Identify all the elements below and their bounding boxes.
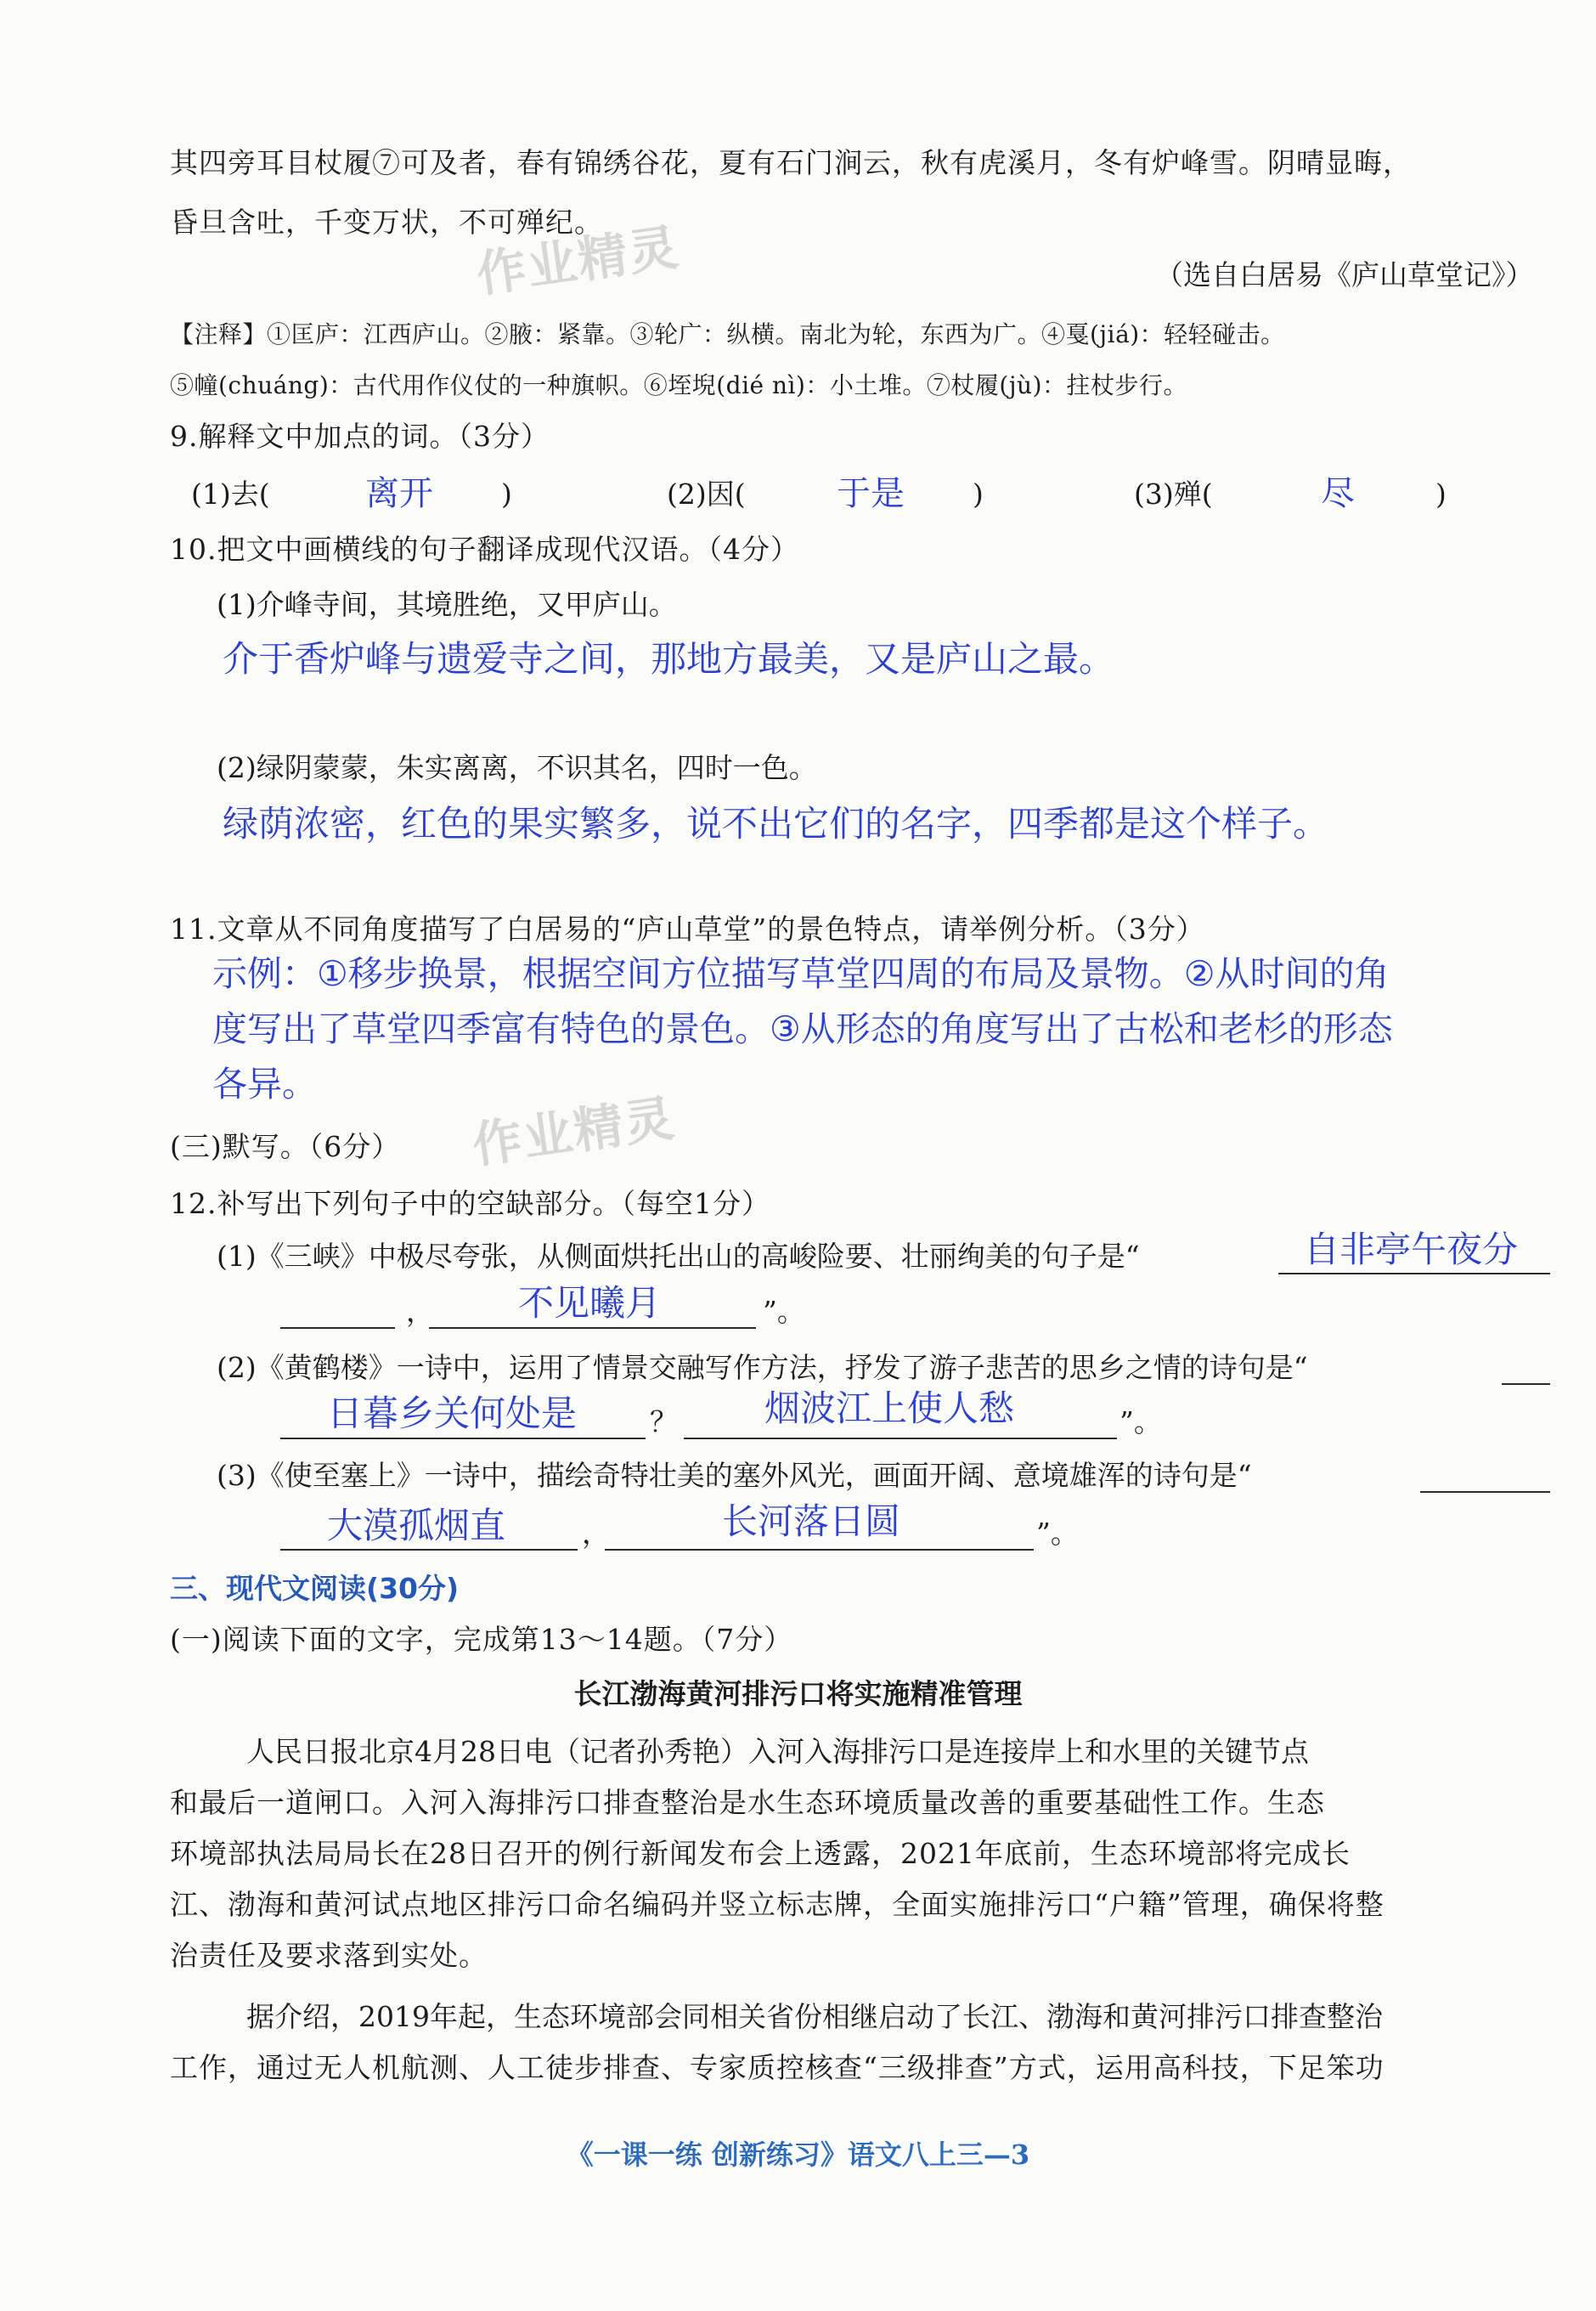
q12-part-2-text: (2)《黄鹤楼》一诗中，运用了情景交融写作方法，抒发了游子悲苦的思乡之情的诗句是“ [217, 1351, 1308, 1384]
q9-item-2-close: ) [973, 477, 984, 511]
article-para-1-line-5: 治责任及要求落到实处。 [170, 1939, 488, 1972]
q12-part-3-blank-1 [1420, 1491, 1550, 1493]
q9-prompt: 9.解释文中加点的词。（3分） [170, 420, 550, 453]
q12-prompt: 12.补写出下列句子中的空缺部分。（每空1分） [170, 1187, 770, 1220]
q9-item-1-close: ) [501, 477, 512, 511]
q12-part-1-blank-1-cont [280, 1327, 395, 1329]
q12-part-2-blank-2 [684, 1438, 1117, 1439]
q11-answer-line-3: 各异。 [212, 1064, 317, 1105]
q12-part-3-answer-1: 大漠孤烟直 [327, 1505, 506, 1546]
article-para-2-line-2: 工作，通过无人机航测、人工徒步排查、专家质控核查“三级排查”方式，运用高科技，下足笨功 [170, 2051, 1385, 2084]
q9-item-3-close: ) [1435, 477, 1447, 511]
article-para-1-line-3: 环境部执法局局长在28日召开的例行新闻发布会上透露，2021年底前，生态环境部将完成长 [170, 1837, 1351, 1870]
part-3-heading: 三、现代文阅读(30分) [170, 1572, 460, 1605]
article-para-1-line-1: 人民日报北京4月28日电（记者孙秀艳）入河入海排污口是连接岸上和水里的关键节点 [246, 1735, 1309, 1768]
q12-part-3-end: ”。 [1036, 1517, 1079, 1550]
q12-part-3-comma: ， [582, 1517, 610, 1550]
q9-item-3-label: (3)殚( [1134, 477, 1213, 511]
q11-prompt: 11.文章从不同角度描写了白居易的“庐山草堂”的景色特点，请举例分析。（3分） [170, 913, 1205, 946]
q12-part-3-text: (3)《使至塞上》一诗中，描绘奇特壮美的塞外风光，画面开阔、意境雄浑的诗句是“ [217, 1459, 1252, 1492]
q12-part-1-comma: ， [406, 1295, 434, 1328]
page-footer: 《一课一练 创新练习》语文八上三—3 [566, 2139, 1030, 2171]
q9-item-1-label: (1)去( [191, 477, 270, 511]
q10-sentence-2: (2)绿阴蒙蒙，朱实离离，不识其名，四时一色。 [217, 751, 817, 784]
q9-item-2-label: (2)因( [667, 477, 746, 511]
q9-item-2-answer: 于是 [837, 474, 905, 513]
q12-part-1-blank-2 [429, 1327, 756, 1329]
watermark-logo: 作业精灵 [473, 218, 684, 304]
q12-part-3-answer-2: 长河落日圆 [722, 1500, 901, 1542]
q12-part-2-answer-1: 日暮乡关何处是 [327, 1393, 578, 1434]
q9-item-1-answer: 离开 [365, 474, 433, 513]
article-para-1-line-4: 江、渤海和黄河试点地区排污口命名编码并竖立标志牌，全面实施排污口“户籍”管理，确保将整 [170, 1888, 1385, 1921]
q12-part-2-blank-1 [1502, 1383, 1550, 1385]
q10-prompt: 10.把文中画横线的句子翻译成现代汉语。（4分） [170, 533, 799, 566]
article-para-1-line-2: 和最后一道闸口。入河入海排污口排查整治是水生态环境质量改善的重要基础性工作。生态 [170, 1786, 1325, 1819]
notes-line-1: 【注释】①匡庐：江西庐山。②腋：紧靠。③轮广：纵横。南北为轮，东西为广。④戛(jiá)：轻轻碰击。 [170, 320, 1285, 348]
q9-item-3-answer: 尽 [1321, 474, 1355, 513]
q10-answer-1: 介于香炉峰与遗爱寺之间，那地方最美，又是庐山之最。 [223, 638, 1115, 680]
part-3-subheading: (一)阅读下面的文字，完成第13～14题。（7分） [170, 1623, 793, 1656]
q10-answer-2: 绿荫浓密，红色的果实繁多，说不出它们的名字，四季都是这个样子。 [223, 803, 1329, 845]
q12-part-2-blank-1-cont [280, 1438, 646, 1439]
q12-part-1-answer-2: 不见曦月 [518, 1282, 662, 1324]
passage-source: （选自白居易《庐山草堂记》） [1155, 258, 1534, 291]
passage-line-1: 其四旁耳目杖履⑦可及者，春有锦绣谷花，夏有石门涧云，秋有虎溪月，冬有炉峰雪。阴晴显晦， [170, 146, 1412, 179]
section-3-heading: (三)默写。（6分） [170, 1130, 401, 1163]
q12-part-1-answer-1: 自非亭午夜分 [1304, 1229, 1519, 1270]
q12-part-1-end: ”。 [763, 1295, 805, 1328]
q12-part-2-answer-2: 烟波江上使人愁 [764, 1387, 1015, 1429]
q12-part-3-blank-2 [605, 1549, 1034, 1551]
passage-line-2: 昏旦含吐，千变万状，不可殚纪。 [170, 206, 603, 239]
notes-line-2: ⑤幢(chuáng)：古代用作仪仗的一种旗帜。⑥垤堄(dié nì)：小土堆。⑦杖履(jù)：拄杖步行。 [170, 371, 1187, 399]
q12-part-2-question-mark: ？ [650, 1405, 678, 1438]
q12-part-3-blank-1-cont [280, 1549, 578, 1551]
q11-answer-line-2: 度写出了草堂四季富有特色的景色。③从形态的角度写出了古松和老杉的形态 [212, 1009, 1393, 1049]
q12-part-1-text: (1)《三峡》中极尽夸张，从侧面烘托出山的高峻险要、壮丽绚美的句子是“ [217, 1240, 1140, 1273]
article-title: 长江渤海黄河排污口将实施精准管理 [573, 1677, 1023, 1710]
article-para-2-line-1: 据介绍，2019年起，生态环境部会同相关省份相继启动了长江、渤海和黄河排污口排查整治 [246, 2000, 1383, 2033]
q10-sentence-1: (1)介峰寺间，其境胜绝，又甲庐山。 [217, 588, 677, 621]
watermark-logo-2: 作业精灵 [469, 1088, 680, 1175]
q11-answer-line-1: 示例：①移步换景，根据空间方位描写草堂四周的布局及景物。②从时间的角 [212, 953, 1390, 994]
q12-part-2-end: ”。 [1119, 1405, 1162, 1438]
q12-part-1-blank-1 [1278, 1273, 1550, 1274]
